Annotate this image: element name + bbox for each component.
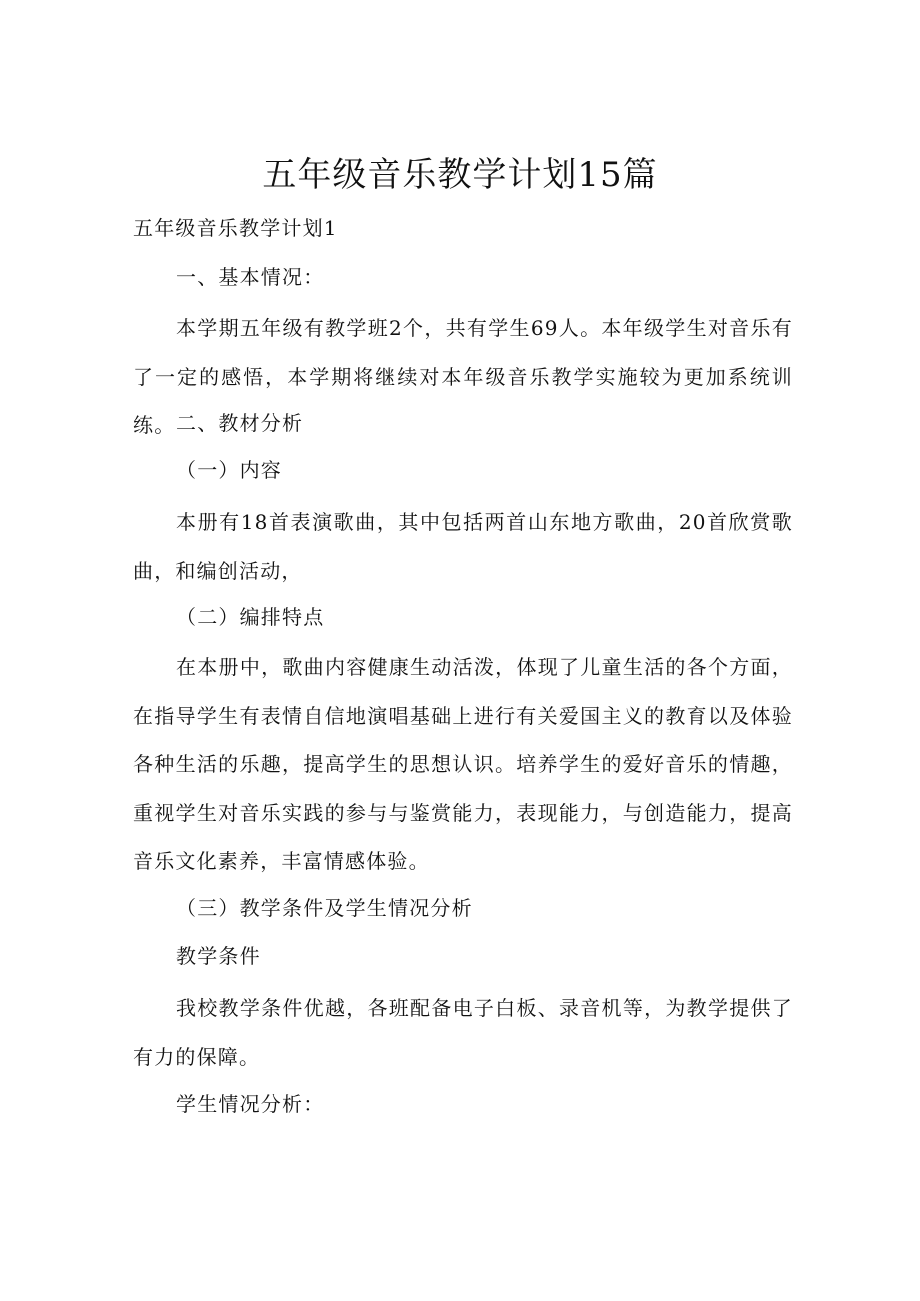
- document-subtitle: 五年级音乐教学计划1: [133, 216, 338, 240]
- subsection2-heading: （二）编排特点: [176, 605, 325, 629]
- section1-heading: 一、基本情况：: [176, 265, 325, 289]
- document-title: 五年级音乐教学计划15篇: [262, 155, 658, 195]
- section2-heading: 二、教材分析: [176, 411, 304, 435]
- teaching-conditions-heading: 教学条件: [176, 944, 261, 968]
- section1-paragraph: 本学期五年级有教学班2个，共有学生69人。本年级学生对音乐有了一定的感悟，本学期将继续对本年级音乐教学实施较为更加系统训练。: [133, 316, 793, 437]
- subsection2-paragraph: 在本册中，歌曲内容健康生动活泼，体现了儿童生活的各个方面，在指导学生有表情自信地演唱基础上进行有关爱国主义的教育以及体验各种生活的乐趣，提高学生的思想认识。培养学生的爱好音乐的情趣，重视学生对音乐实践的参与与鉴赏能力，表现能力，与创造能力，提高音乐文化素养，丰富情感体验。: [133, 655, 793, 873]
- subsection3-heading: （三）教学条件及学生情况分析: [176, 896, 473, 920]
- student-analysis-heading: 学生情况分析：: [176, 1092, 325, 1116]
- subsection1-heading: （一）内容: [176, 458, 282, 482]
- subsection1-paragraph: 本册有18首表演歌曲，其中包括两首山东地方歌曲，20首欣赏歌曲，和编创活动，: [133, 510, 793, 583]
- teaching-conditions-paragraph: 我校教学条件优越，各班配备电子白板、录音机等，为教学提供了有力的保障。: [133, 996, 793, 1069]
